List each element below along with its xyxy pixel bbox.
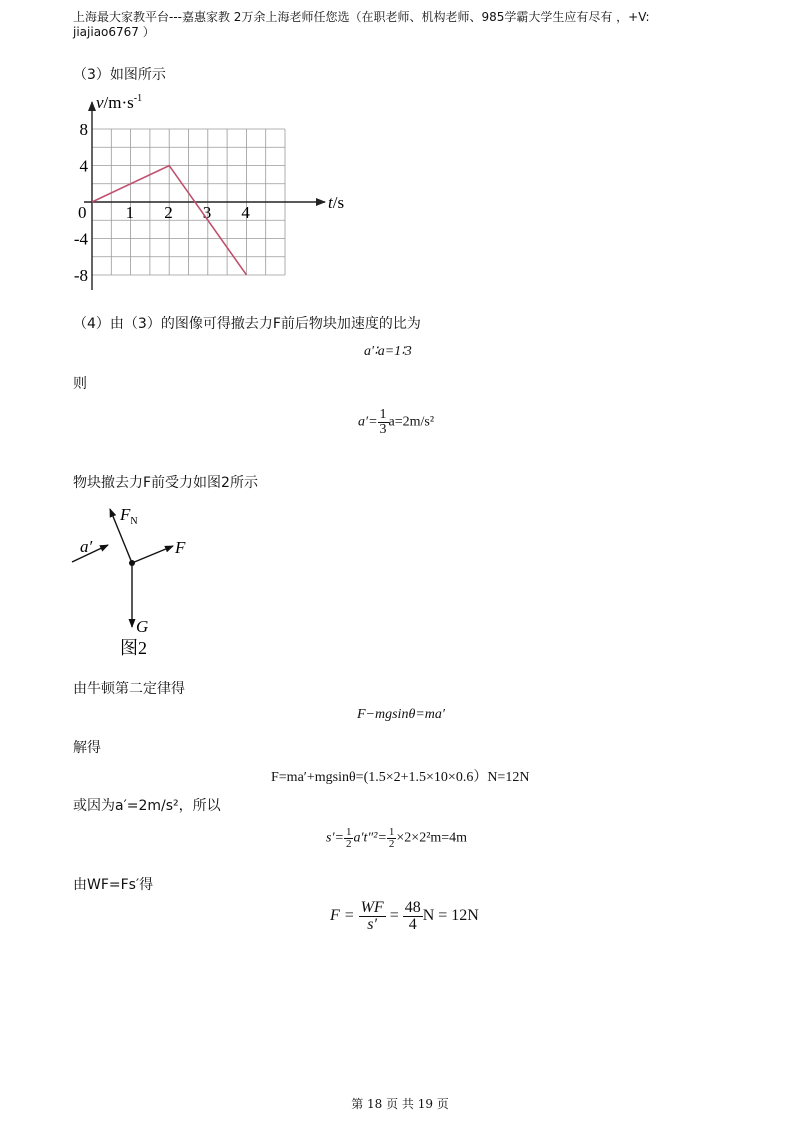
alt-intro: 或因为a′=2m/s²，所以 — [73, 798, 221, 814]
force-lhs: F = — [330, 907, 355, 925]
half-num-1: 1 — [345, 826, 352, 838]
half-fraction-2 — [387, 827, 397, 850]
acceleration-label: a′ — [80, 537, 93, 556]
work-num: WF — [360, 899, 384, 916]
force-result: F=ma′+mgsinθ=(1.5×2+1.5×10×0.6）N=12N — [271, 770, 530, 785]
eq1-rhs: a=2m/s² — [388, 414, 435, 430]
header-line-1: 上海最大家教平台---嘉惠家教 2万余上海老师任您选（在职老师、机构老师、985学霸大学生应有尽有 ，+V: — [73, 10, 650, 24]
then-label: 则 — [73, 376, 87, 392]
newton-intro: 由牛顿第二定律得 — [73, 681, 185, 697]
numeric-fraction — [403, 900, 423, 933]
work-den: s′ — [367, 916, 377, 933]
header-line-2: jiajiao6767 ） — [73, 25, 155, 39]
force-from-work — [330, 900, 479, 933]
displacement-equation — [326, 827, 467, 850]
x-tick-label: 2 — [164, 203, 173, 222]
gravity-label: G — [136, 617, 149, 636]
y-tick-label: 8 — [79, 120, 88, 140]
force-intro: 物块撤去力F前受力如图2所示 — [73, 475, 258, 491]
x-tick-label: 1 — [125, 203, 135, 222]
solve-label: 解得 — [73, 740, 101, 756]
work-fraction — [359, 900, 386, 933]
page-header — [73, 10, 753, 40]
disp-rhs: ×2×2²m=4m — [396, 830, 468, 846]
disp-mid: a′t″²= — [353, 830, 387, 846]
page-number: 第 18 页 共 19 页 — [351, 1097, 449, 1111]
eq1-numerator: 1 — [379, 407, 387, 422]
y-tick-label: -8 — [73, 265, 88, 285]
section-4-intro: （4）由（3）的图像可得撤去力F前后物块加速度的比为 — [73, 316, 421, 332]
equation-a-prime — [358, 408, 434, 437]
accel-ratio: a′∶a=1∶3 — [364, 344, 412, 359]
y-axis-label: $v/m\cdot s^{-1}$ — [96, 93, 143, 112]
x-tick-label: 0 — [78, 203, 87, 222]
applied-force-arrow — [132, 546, 173, 563]
free-body-diagram — [68, 500, 208, 660]
body-point — [129, 560, 135, 566]
half-den-2: 2 — [388, 838, 395, 850]
normal-force-label: $F_N$ — [120, 505, 138, 527]
numeric-den: 4 — [408, 916, 417, 933]
disp-lhs: s′= — [326, 830, 344, 846]
x-tick-label: 3 — [202, 203, 212, 222]
section-3-label: （3）如图所示 — [73, 67, 166, 83]
figure-2-caption: 图2 — [120, 638, 147, 658]
half-den-1: 2 — [345, 838, 352, 850]
x-tick-label: 4 — [241, 203, 250, 222]
force-rhs: N = 12N — [422, 907, 479, 925]
newton-equation: F−mgsinθ=ma′ — [357, 707, 445, 722]
eq1-lhs: a′= — [358, 414, 378, 430]
y-tick-label: -4 — [73, 229, 88, 249]
eq1-fraction — [378, 408, 389, 437]
y-tick-label: 4 — [79, 156, 88, 176]
force-eq-sign: = — [389, 907, 399, 925]
x-axis-label: t/s — [328, 193, 345, 212]
eq1-denominator: 3 — [379, 422, 387, 437]
velocity-time-chart — [60, 92, 360, 297]
work-intro: 由WF=Fs′得 — [73, 877, 154, 893]
chart-axes — [84, 102, 325, 290]
applied-force-label: F — [175, 538, 186, 557]
numeric-num: 48 — [404, 899, 421, 916]
half-num-2: 1 — [388, 826, 395, 838]
